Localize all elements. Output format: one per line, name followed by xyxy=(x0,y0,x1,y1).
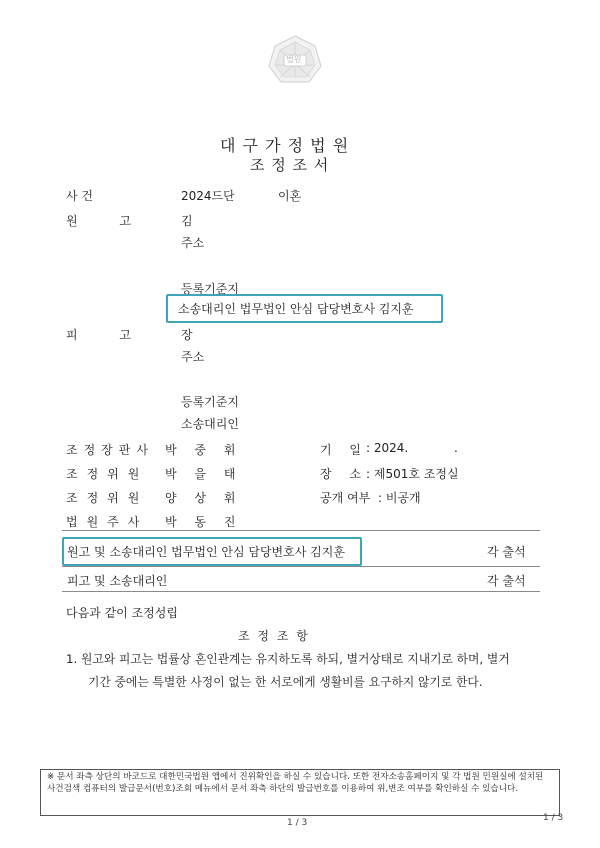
attendance-defendant-status: 각 출석 xyxy=(487,574,526,588)
official-role-2: 조정위원 xyxy=(66,467,149,481)
case-number: 2024드단 xyxy=(181,189,235,203)
session-public-value: : 비공개 xyxy=(378,491,421,505)
plaintiff-attorney: 소송대리인 법무법인 안심 담당변호사 김지훈 xyxy=(178,302,414,316)
official-name-4: 박 동 진 xyxy=(165,515,236,529)
plaintiff-name: 김 xyxy=(181,214,193,228)
document-title: 조 정 조 서 xyxy=(250,156,330,174)
attendance-defendant: 피고 및 소송대리인 xyxy=(67,574,168,588)
case-label xyxy=(66,187,136,204)
defendant-registry-label: 등록기준지 xyxy=(181,395,239,409)
court-seal-logo xyxy=(265,34,325,86)
defendant-label: 피 고 xyxy=(66,328,131,342)
divider-bottom xyxy=(62,591,540,592)
clause-1-line-2: 기간 중에는 특별한 사정이 없는 한 서로에게 생활비를 요구하지 않기로 한다. xyxy=(88,675,483,689)
session-public-label: 공개 여부 xyxy=(320,491,371,505)
official-name-3: 양 상 휘 xyxy=(165,491,236,505)
defendant-name: 장 xyxy=(181,328,193,342)
session-date-suffix: . xyxy=(454,441,458,455)
attendance-plaintiff-status: 각 출석 xyxy=(487,545,526,559)
page-number-right: 1 / 3 xyxy=(543,813,564,823)
plaintiff-registry-label: 등록기준지 xyxy=(181,282,239,296)
official-role-3: 조정위원 xyxy=(66,491,149,505)
attendance-plaintiff: 원고 및 소송대리인 법무법인 안심 담당변호사 김지훈 xyxy=(67,545,345,559)
clause-1-line-1: 1. 원고와 피고는 법률상 혼인관계는 유지하도록 하되, 별거상태로 지내기로 하며, 별거 xyxy=(66,652,510,666)
official-name-2: 박 을 태 xyxy=(165,467,236,481)
session-place-label: 장 소 xyxy=(320,467,361,481)
session-date-value: : 2024. xyxy=(366,441,409,455)
case-label-text: 사 건 xyxy=(66,189,93,203)
plaintiff-address-label: 주소 xyxy=(181,236,205,250)
court-name: 대 구 가 정 법 원 xyxy=(220,136,350,155)
official-role-4: 법원주사 xyxy=(66,515,149,529)
plaintiff-label: 원 고 xyxy=(66,214,131,228)
session-place-value: : 제501호 조정실 xyxy=(366,467,459,481)
divider-mid xyxy=(62,566,540,567)
official-role-1: 조정장판사 xyxy=(66,443,154,457)
page-number-center: 1 / 3 xyxy=(287,818,308,828)
defendant-address-label: 주소 xyxy=(181,350,205,364)
seal-text: 법원 xyxy=(286,55,302,64)
section-title: 조 정 조 항 xyxy=(238,629,310,643)
session-date-label: 기 일 xyxy=(320,443,361,457)
case-name: 이혼 xyxy=(278,189,302,203)
authenticity-notice: ※ 문서 좌측 상단의 바코드로 대한민국법원 앱에서 진위확인을 하실 수 있습니다. 또한 전자소송홈페이지 및 각 법원 민원실에 설치된 사건검색 컴퓨터의 발급문서(번호)조회 메뉴에서 문서 좌측 하단의 발급번호를 이용하여 위,변조 여부를 확인하실 수 있습니다. xyxy=(40,769,560,816)
body-intro: 다음과 같이 조정성립 xyxy=(66,606,178,620)
defendant-attorney-label: 소송대리인 xyxy=(181,417,239,431)
official-name-1: 박 중 휘 xyxy=(165,443,236,457)
divider-top xyxy=(62,530,540,531)
